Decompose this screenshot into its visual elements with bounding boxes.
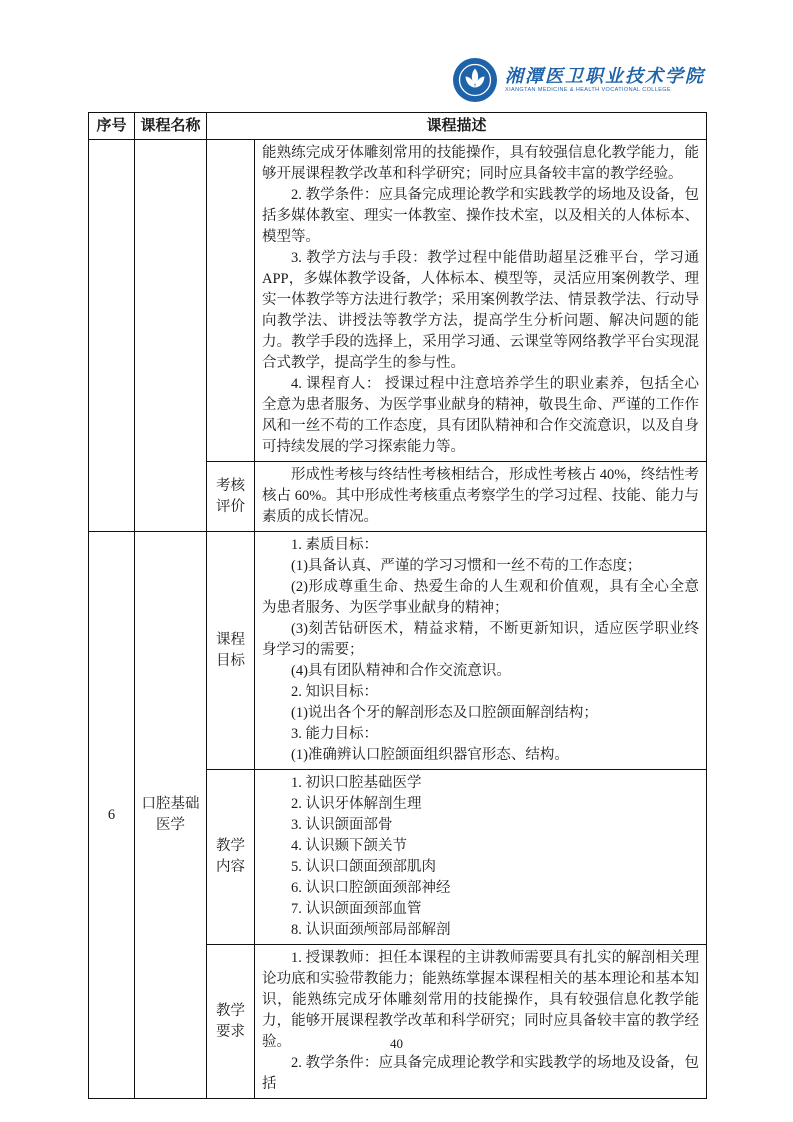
section-label-cell: 教学要求 bbox=[207, 945, 255, 1099]
paragraph: 6. 认识口腔颌面颈部神经 bbox=[291, 880, 451, 896]
college-emblem-icon bbox=[452, 57, 498, 103]
table-row bbox=[89, 140, 707, 462]
course-no-cell bbox=[89, 140, 135, 532]
college-name-zh: 湘潭医卫职业技术学院 bbox=[505, 66, 705, 86]
paragraph: 2. 教学条件：应具备完成理论教学和实践教学的场地及设备，包括多媒体教室、理实一体教室、操作技术室，以及相关的人体标本、模型等。 bbox=[262, 187, 699, 245]
paragraph: 1. 授课教师：担任本课程的主讲教师需要具有扎实的解剖相关理论功底和实验带教能力；能熟练掌握本课程相关的基本理论和基本知识，能熟练完成牙体雕刻常用的技能操作，具有较强信息化教学能力，能够开展课程教学改革和科学研究；同时应具备较丰富的教学经验。 bbox=[262, 950, 699, 1050]
header-course-desc: 课程描述 bbox=[207, 113, 707, 140]
paragraph: (1)说出各个牙的解剖形态及口腔颌面解剖结构； bbox=[291, 705, 598, 721]
paragraph: 1. 初识口腔基础医学 bbox=[291, 775, 422, 791]
section-content-cell bbox=[255, 532, 707, 770]
paragraph: 7. 认识颌面颈部血管 bbox=[291, 901, 422, 917]
paragraph: (1)具备认真、严谨的学习习惯和一丝不苟的工作态度； bbox=[291, 558, 642, 574]
table-header-row bbox=[89, 113, 707, 140]
section-label-cell: 课程目标 bbox=[207, 532, 255, 770]
paragraph: 4. 认识颞下颌关节 bbox=[291, 838, 407, 854]
paragraph: 2. 认识牙体解剖生理 bbox=[291, 796, 422, 812]
section-content-cell bbox=[255, 770, 707, 945]
section-content-cell bbox=[255, 945, 707, 1099]
paragraph: 能熟练完成牙体雕刻常用的技能操作，具有较强信息化教学能力，能够开展课程教学改革和科学研究；同时应具备较丰富的教学经验。 bbox=[262, 145, 699, 182]
paragraph: 2. 教学条件：应具备完成理论教学和实践教学的场地及设备，包括 bbox=[262, 1055, 699, 1092]
section-label-cell: 教学内容 bbox=[207, 770, 255, 945]
page-number: 40 bbox=[390, 1036, 403, 1051]
paragraph: 3. 能力目标： bbox=[291, 726, 378, 742]
paragraph: 3. 认识颌面部骨 bbox=[291, 817, 393, 833]
paragraph: 形成性考核与终结性考核相结合，形成性考核占 40%，终结性考核占 60%。其中形成性考核重点考察学生的学习过程、技能、能力与素质的成长情况。 bbox=[262, 467, 699, 525]
header-course-name: 课程名称 bbox=[135, 113, 207, 140]
college-name-en: XIANGTAN MEDICINE & HEALTH VOCATIONAL COLLEGE bbox=[505, 87, 672, 93]
header-serial-no: 序号 bbox=[89, 113, 135, 140]
paragraph: (2)形成尊重生命、热爱生命的人生观和价值观，具有全心全意为患者服务、为医学事业献身的精神； bbox=[262, 579, 699, 616]
paragraph: 8. 认识面颈颅部局部解剖 bbox=[291, 922, 451, 938]
course-name-cell: 口腔基础医学 bbox=[135, 532, 207, 1099]
paragraph: 4. 课程育人： 授课过程中注意培养学生的职业素养，包括全心全意为患者服务、为医学事业献身的精神，敬畏生命、严谨的工作作风和一丝不苟的工作态度，具有团队精神和合作交流意识，以及自身可持续发展的学习探索能力等。 bbox=[262, 376, 699, 455]
paragraph: 5. 认识口颌面颈部肌肉 bbox=[291, 859, 436, 875]
college-logo-text bbox=[505, 66, 705, 94]
course-description-table bbox=[88, 112, 707, 1099]
section-content-cell bbox=[255, 140, 707, 462]
course-name-cell bbox=[135, 140, 207, 532]
section-label-cell bbox=[207, 140, 255, 462]
section-content-cell bbox=[255, 462, 707, 532]
paragraph: (3)刻苦钻研医术，精益求精，不断更新知识，适应医学职业终身学习的需要； bbox=[262, 621, 699, 658]
paragraph: 1. 素质目标： bbox=[291, 537, 378, 553]
table-row bbox=[89, 532, 707, 770]
paragraph: (1)准确辨认口腔颌面组织器官形态、结构。 bbox=[291, 747, 569, 763]
paragraph: 2. 知识目标： bbox=[291, 684, 378, 700]
paragraph: (4)具有团队精神和合作交流意识。 bbox=[291, 663, 511, 679]
college-logo bbox=[452, 56, 705, 104]
paragraph: 3. 教学方法与手段：教学过程中能借助超星泛雅平台，学习通 APP，多媒体教学设备，人体标本、模型等，灵活应用案例教学、理实一体教学等方法进行教学；采用案例教学法、情景教学法、行动导向教学法、讲授法等教学方法，提高学生分析问题、解决问题的能力。教学手段的选择上，采用学习通、云课堂等网络教学平台实现混合式教学，提高学生的参与性。 bbox=[262, 250, 699, 371]
course-no-cell: 6 bbox=[89, 532, 135, 1099]
section-label-cell: 考核评价 bbox=[207, 462, 255, 532]
